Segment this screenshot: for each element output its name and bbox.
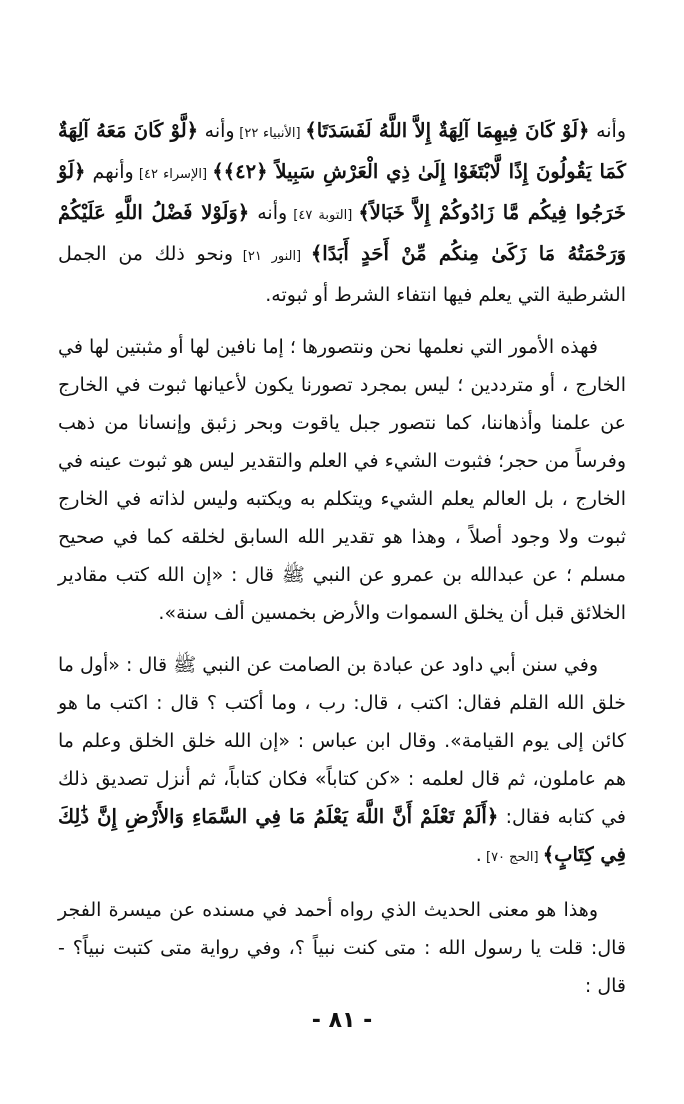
paragraph-text: . xyxy=(475,844,482,866)
verse-reference: [التوبة ٤٧] xyxy=(287,208,359,223)
quran-verse: ﴿وَلَوْلا فَضْلُ اللَّهِ عَلَيْكُمْ وَرَحْمَتُهُ مَا زَكَىٰ مِنكُم مِّنْ أَحَدٍ أَبَدًا﴾ xyxy=(58,201,626,265)
paragraph-text: وأنه xyxy=(589,120,627,142)
paragraph-text: وأنه xyxy=(198,120,235,142)
paragraph-text: ونحو ذلك من الجمل الشرطية التي يعلم فيها انتفاء الشرط أو ثبوته. xyxy=(58,243,626,306)
paragraph-text: فهذه الأمور التي نعلمها نحن ونتصورها ؛ إما نافين لها أو مثبتين لها في الخارج ، أو مترددين ؛ ليس بمجرد تصورنا يكون لأعيانها ثبوت في الخارج عن علمنا وأذهاننا، كما نتصور جبل ياقوت وبحر زئبق وإنسانا من ذهب وفرساً من حجر؛ فثبوت الشيء في العلم والتقدير ليس هو ثبوت عينه في الخارج ، بل العالم يعلم الشيء ويتكلم به ويكتبه وليس لذاته في الخارج ثبوت ولا وجود أصلاً ، وهذا هو تقدير الله السابق لخلقه كما في صحيح مسلم ؛ عن عبدالله بن عمرو عن النبي ﷺ قال : «إن الله كتب مقادير الخلائق قبل أن يخلق السموات والأرض بخمسين ألف سنة». xyxy=(58,336,626,624)
verse-reference: [الإسراء ٤٢] xyxy=(133,167,213,182)
quran-verse: ﴿لَوْ كَانَ فِيهِمَا آلِهَةٌ إِلاَّ اللَّهُ لَفَسَدَتَا﴾ xyxy=(305,119,590,142)
paragraph xyxy=(58,112,626,314)
paragraph-text: وهذا هو معنى الحديث الذي رواه أحمد في مسنده عن ميسرة الفجر قال: قلت يا رسول الله : متى كنت نبياً ؟، وفي رواية متى كتبت نبياً؟ - قال : xyxy=(58,899,626,997)
quran-verse: ﴿لَوْ خَرَجُوا فِيكُم مَّا زَادُوكُمْ إِلاَّ خَبَالاً﴾ xyxy=(58,160,626,224)
verse-reference: [الحج ٧٠] xyxy=(481,850,543,865)
quran-verse: ﴿لَّوْ كَانَ مَعَهُ آلِهَةٌ كَمَا يَقُولُونَ إِذًا لَّابْتَغَوْا إِلَىٰ ذِي الْعَرْشِ سَبِيلاً ﴿٤٢﴾﴾ xyxy=(58,119,626,183)
paragraph-text: وفي سنن أبي داود عن عبادة بن الصامت عن النبي ﷺ قال : «أول ما خلق الله القلم فقال: اكتب ، قال: رب ، وما أكتب ؟ قال : اكتب ما هو كائن إلى يوم القيامة». وقال ابن عباس : «إن الله خلق الخلق وعلم ما هم عاملون، ثم قال لعلمه : «كن كتاباً» فكان كتاباً، ثم أنزل تصديق ذلك في كتابه فقال: xyxy=(58,654,626,828)
paragraph-text: وأنهم xyxy=(85,161,134,183)
paragraph xyxy=(58,646,626,877)
paragraph-text: وأنه xyxy=(249,202,288,224)
paragraph xyxy=(58,891,626,1005)
quran-verse: ﴿أَلَمْ تَعْلَمْ أَنَّ اللَّهَ يَعْلَمُ مَا فِي السَّمَاءِ وَالأَرْضِ إِنَّ ذَٰلِكَ فِي كِتَابٍ﴾ xyxy=(58,805,626,866)
verse-reference: [النور ٢١] xyxy=(233,249,311,264)
verse-reference: [الأنبياء ٢٢] xyxy=(234,126,306,141)
page-number: - ٨١ - xyxy=(311,1008,373,1033)
paragraph xyxy=(58,328,626,632)
body-text xyxy=(58,112,626,1005)
